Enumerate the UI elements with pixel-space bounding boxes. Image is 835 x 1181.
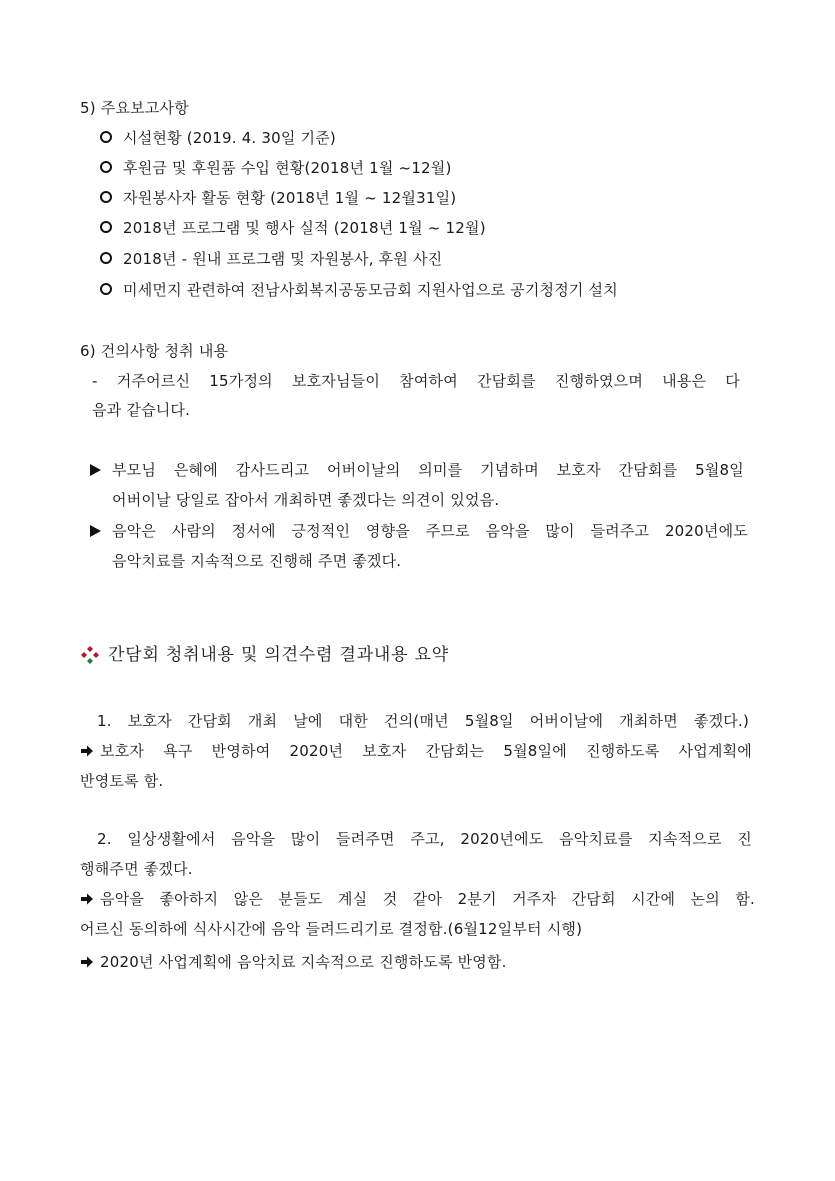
opinion-1-line2: 어버이날 당일로 잡아서 개최하면 좋겠다는 의견이 있었음.	[112, 491, 500, 509]
diamond-cluster-icon	[80, 645, 100, 665]
report-item-programs: 2018년 프로그램 및 행사 실적 (2018년 1월 ~ 12월)	[123, 219, 486, 237]
summary-item-2-result1-line1: 음악을 좋아하지 않은 분들도 계실 것 같아 2분기 거주자 간담회 시간에 논의 함.	[100, 890, 755, 908]
summary-item-2-result2: 2020년 사업계획에 음악치료 지속적으로 진행하도록 반영함.	[100, 953, 507, 971]
report-item-photos: 2018년 - 원내 프로그램 및 자원봉사, 후원 사진	[123, 250, 443, 268]
right-arrow-icon	[80, 892, 94, 906]
right-arrow-icon	[80, 955, 94, 969]
summary-item-1-result-line2: 반영토록 함.	[80, 772, 164, 790]
summary-item-1-line1: 1. 보호자 간담회 개최 날에 대한 건의(매년 5월8일 어버이날에 개최하면 좋겠다.)	[97, 712, 749, 730]
report-item-facility: 시설현황 (2019. 4. 30일 기준)	[123, 129, 336, 147]
section-6-intro-line1: - 거주어르신 15가정의 보호자님들이 참여하여 간담회를 진행하였으며 내용은 다	[92, 372, 740, 390]
summary-item-2-line2: 행해주면 좋겠다.	[80, 860, 193, 878]
section-5-title: 5) 주요보고사항	[80, 99, 189, 117]
report-item-donations: 후원금 및 후원품 수입 현황(2018년 1월 ~12월)	[123, 159, 452, 177]
opinion-2-line1: 음악은 사람의 정서에 긍정적인 영향을 주므로 음악을 많이 들려주고 2020년에도	[112, 522, 748, 540]
report-item-air-purifier: 미세먼지 관련하여 전남사회복지공동모금회 지원사업으로 공기청정기 설치	[123, 281, 618, 299]
circle-bullet-icon	[100, 283, 112, 295]
summary-item-1-result-line1: 보호자 욕구 반영하여 2020년 보호자 간담회는 5월8일에 진행하도록 사업계획에	[100, 742, 752, 760]
circle-bullet-icon	[100, 252, 112, 264]
circle-bullet-icon	[100, 131, 112, 143]
report-item-volunteers: 자원봉사자 활동 현황 (2018년 1월 ~ 12월31일)	[123, 189, 457, 207]
triangle-bullet-icon	[90, 525, 101, 537]
opinion-1-line1: 부모님 은혜에 감사드리고 어버이날의 의미를 기념하며 보호자 간담회를 5월8일	[112, 461, 744, 479]
circle-bullet-icon	[100, 221, 112, 233]
section-6-intro-line2: 음과 같습니다.	[92, 401, 191, 419]
section-6-title: 6) 건의사항 청취 내용	[80, 342, 229, 360]
summary-item-2-result1-line2: 어르신 동의하에 식사시간에 음악 들려드리기로 결정함.(6월12일부터 시행)	[80, 920, 583, 938]
circle-bullet-icon	[100, 161, 112, 173]
opinion-2-line2: 음악치료를 지속적으로 진행해 주면 좋겠다.	[112, 552, 402, 570]
summary-item-2-line1: 2. 일상생활에서 음악을 많이 들려주면 주고, 2020년에도 음악치료를 지속적으로 진	[97, 830, 752, 848]
summary-heading: 간담회 청취내용 및 의견수렴 결과내용 요약	[108, 645, 450, 665]
circle-bullet-icon	[100, 191, 112, 203]
triangle-bullet-icon	[90, 464, 101, 476]
right-arrow-icon	[80, 744, 94, 758]
